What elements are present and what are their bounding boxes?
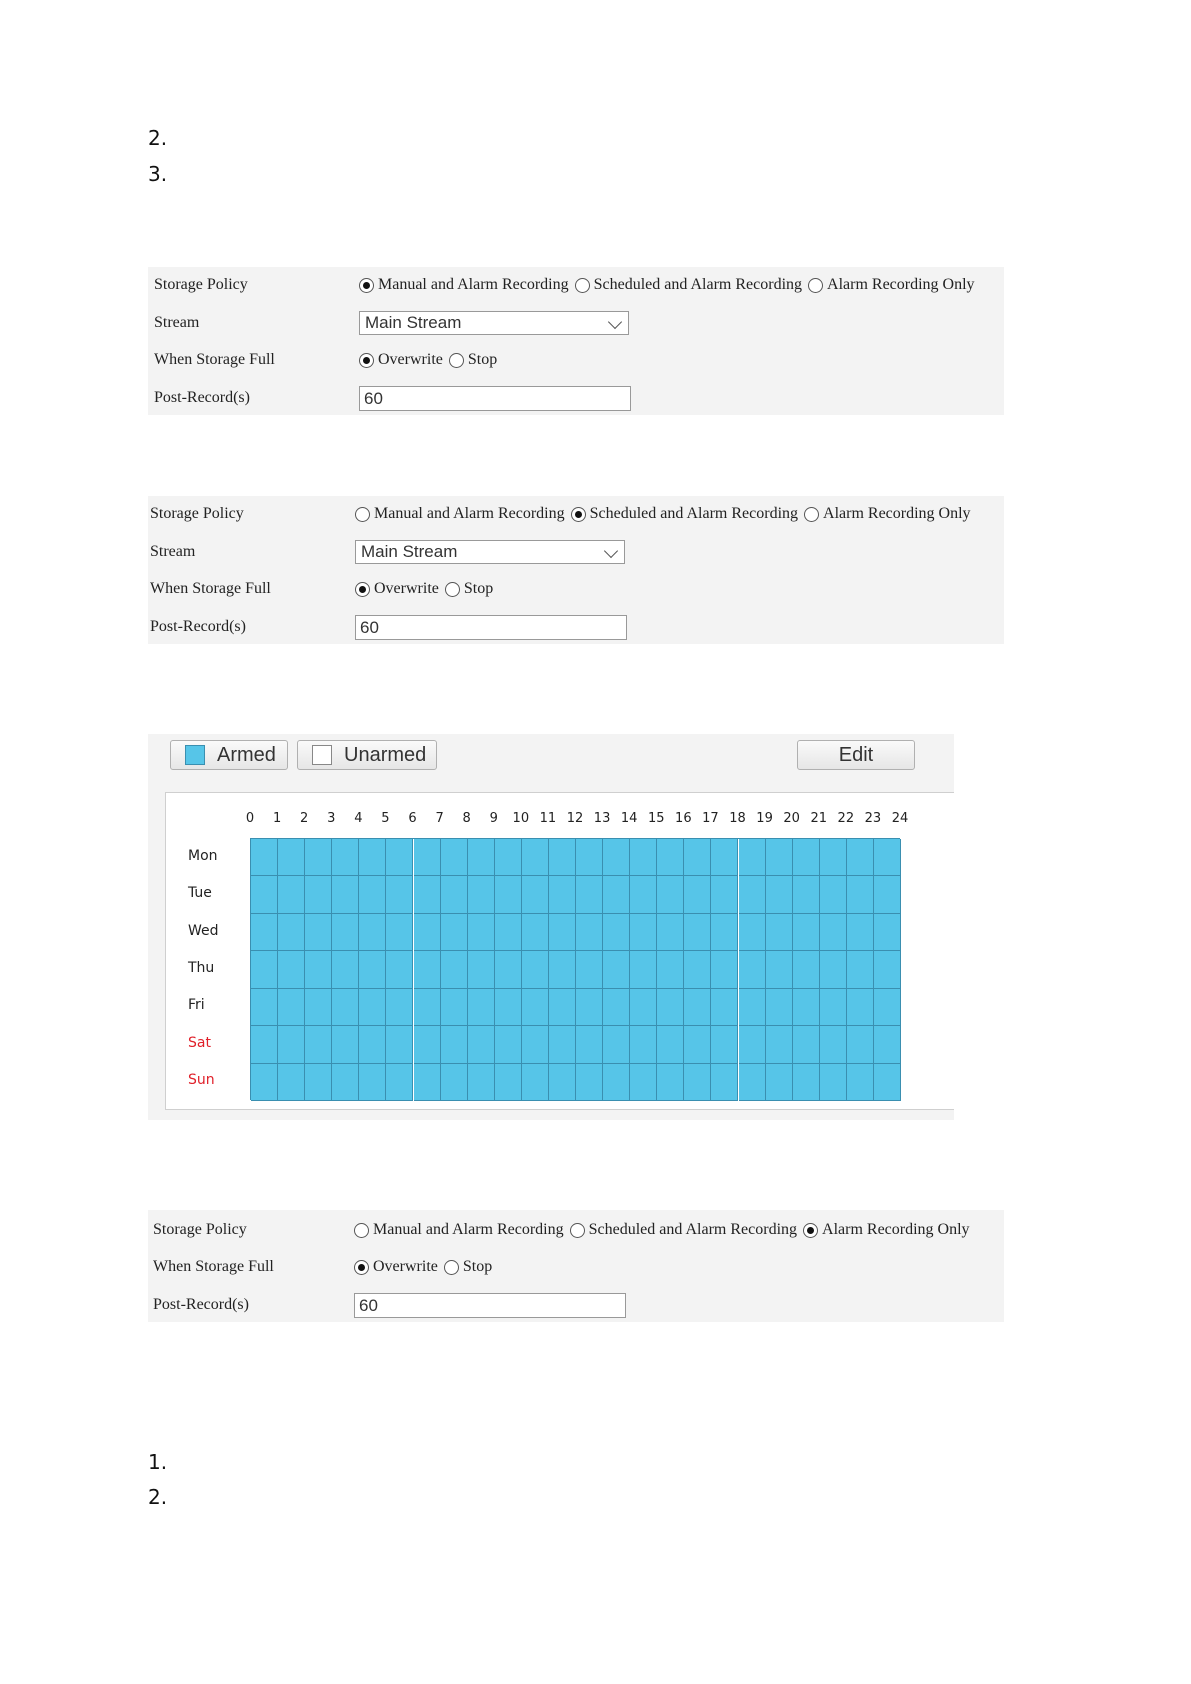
schedule-cell[interactable] [711, 839, 738, 876]
storage-policy-label: Storage Policy [153, 1221, 247, 1238]
schedule-cell[interactable] [684, 1064, 711, 1101]
day-label: Thu [188, 960, 215, 976]
policy-option-scheduled[interactable]: Scheduled and Alarm Recording [571, 505, 798, 523]
day-label: Fri [188, 997, 205, 1014]
schedule-cell[interactable] [549, 951, 576, 988]
storage-settings-panel-scheduled [148, 496, 1004, 644]
schedule-cell[interactable] [332, 1064, 359, 1101]
schedule-cell[interactable] [766, 914, 793, 951]
schedule-cell[interactable] [711, 914, 738, 951]
schedule-cell[interactable] [522, 1064, 549, 1101]
when-storage-full-label: When Storage Full [154, 351, 275, 368]
full-option-stop[interactable]: Stop [449, 351, 497, 369]
schedule-cell[interactable] [441, 839, 468, 876]
schedule-cell[interactable] [495, 989, 522, 1026]
schedule-cell[interactable] [874, 914, 901, 951]
schedule-cell[interactable] [793, 989, 820, 1026]
radio-overwrite[interactable] [355, 582, 370, 597]
post-record-label: Post-Record(s) [153, 1296, 249, 1313]
schedule-cell[interactable] [847, 1026, 874, 1063]
schedule-cell[interactable] [359, 914, 386, 951]
schedule-cell[interactable] [359, 839, 386, 876]
hour-label: 12 [566, 811, 584, 826]
schedule-cell[interactable] [576, 839, 603, 876]
schedule-cell[interactable] [251, 914, 278, 951]
hour-label: 6 [408, 811, 417, 826]
armed-swatch-icon [185, 745, 205, 765]
hour-label: 7 [435, 811, 444, 826]
schedule-cell[interactable] [468, 1064, 495, 1101]
schedule-cell[interactable] [522, 914, 549, 951]
schedule-cell[interactable] [359, 989, 386, 1026]
hour-label: 24 [891, 811, 909, 826]
schedule-cell[interactable] [739, 989, 766, 1026]
schedule-cell[interactable] [739, 876, 766, 913]
schedule-cell[interactable] [468, 1026, 495, 1063]
schedule-cell[interactable] [657, 914, 684, 951]
hour-label: 8 [462, 811, 471, 826]
schedule-cell[interactable] [793, 914, 820, 951]
schedule-cell[interactable] [820, 1064, 847, 1101]
schedule-cell[interactable] [468, 951, 495, 988]
full-option-stop[interactable]: Stop [445, 580, 493, 598]
schedule-cell[interactable] [711, 1064, 738, 1101]
schedule-cell[interactable] [847, 989, 874, 1026]
schedule-cell[interactable] [793, 951, 820, 988]
storage-full-radio-group [354, 1258, 498, 1276]
schedule-cell[interactable] [386, 989, 413, 1026]
hour-label: 9 [489, 811, 498, 826]
radio-alarm-only[interactable] [803, 1223, 818, 1238]
hour-label: 2 [300, 811, 309, 826]
full-option-overwrite[interactable]: Overwrite [354, 1258, 438, 1276]
schedule-cell[interactable] [630, 951, 657, 988]
policy-option-alarm-only[interactable]: Alarm Recording Only [804, 505, 971, 523]
schedule-cell[interactable] [820, 989, 847, 1026]
schedule-cell[interactable] [305, 839, 332, 876]
schedule-cell[interactable] [603, 839, 630, 876]
schedule-cell[interactable] [386, 839, 413, 876]
day-label: Sun [188, 1072, 215, 1089]
schedule-cell[interactable] [874, 989, 901, 1026]
schedule-cell[interactable] [441, 951, 468, 988]
hour-label: 16 [675, 811, 692, 826]
schedule-cell[interactable] [305, 876, 332, 913]
schedule-cell[interactable] [739, 951, 766, 988]
schedule-cell[interactable] [630, 1064, 657, 1101]
schedule-cell[interactable] [766, 951, 793, 988]
policy-option-manual[interactable]: Manual and Alarm Recording [355, 505, 565, 523]
schedule-cell[interactable] [468, 839, 495, 876]
schedule-cell[interactable] [820, 1026, 847, 1063]
schedule-cell[interactable] [386, 914, 413, 951]
hour-label: 3 [327, 811, 336, 826]
schedule-cell[interactable] [603, 914, 630, 951]
schedule-cell[interactable] [549, 839, 576, 876]
unarmed-swatch-icon [312, 745, 332, 765]
radio-stop[interactable] [444, 1260, 459, 1275]
schedule-cell[interactable] [305, 951, 332, 988]
schedule-cell[interactable] [549, 1026, 576, 1063]
schedule-cell[interactable] [657, 1026, 684, 1063]
arm-schedule-panel [148, 734, 954, 1120]
schedule-cell[interactable] [441, 989, 468, 1026]
schedule-cell[interactable] [739, 1026, 766, 1063]
schedule-cell[interactable] [359, 1064, 386, 1101]
stream-select[interactable]: Main Stream [359, 311, 629, 335]
full-option-stop[interactable]: Stop [444, 1258, 492, 1276]
day-label: Sat [188, 1034, 211, 1051]
chevron-down-icon [604, 544, 618, 558]
schedule-cell[interactable] [549, 1064, 576, 1101]
schedule-cell[interactable] [414, 951, 441, 988]
schedule-cell[interactable] [386, 951, 413, 988]
schedule-cell[interactable] [278, 951, 305, 988]
radio-scheduled[interactable] [570, 1223, 585, 1238]
hour-label: 15 [647, 811, 665, 826]
schedule-cell[interactable] [684, 876, 711, 913]
schedule-cell[interactable] [576, 1064, 603, 1101]
list-number: 3. [148, 162, 168, 186]
schedule-cell[interactable] [495, 1026, 522, 1063]
schedule-cell[interactable] [251, 951, 278, 988]
schedule-cell[interactable] [711, 1026, 738, 1063]
schedule-cell[interactable] [359, 1026, 386, 1063]
schedule-cell[interactable] [386, 1064, 413, 1101]
full-option-overwrite[interactable]: Overwrite [355, 580, 439, 598]
schedule-cell[interactable] [332, 876, 359, 913]
storage-policy-radio-group [355, 505, 977, 523]
schedule-cell[interactable] [874, 951, 901, 988]
schedule-cell[interactable] [711, 951, 738, 988]
schedule-cell[interactable] [847, 1064, 874, 1101]
schedule-cell[interactable] [684, 951, 711, 988]
schedule-cell[interactable] [657, 989, 684, 1026]
schedule-cell[interactable] [278, 1026, 305, 1063]
post-record-input[interactable]: 60 [354, 1293, 626, 1318]
hour-label: 11 [539, 811, 557, 826]
schedule-cell[interactable] [549, 989, 576, 1026]
schedule-cell[interactable] [414, 989, 441, 1026]
schedule-cell[interactable] [603, 1026, 630, 1063]
schedule-cell[interactable] [251, 989, 278, 1026]
hour-label: 20 [783, 811, 800, 826]
armed-button[interactable]: Armed [170, 740, 288, 770]
hour-label: 21 [810, 811, 828, 826]
day-label: Tue [188, 885, 212, 902]
policy-option-scheduled[interactable]: Scheduled and Alarm Recording [570, 1221, 797, 1239]
schedule-cell[interactable] [847, 914, 874, 951]
when-storage-full-label: When Storage Full [153, 1258, 274, 1275]
storage-policy-radio-group [359, 276, 981, 294]
schedule-cell[interactable] [332, 951, 359, 988]
schedule-cell[interactable] [657, 876, 684, 913]
schedule-cell[interactable] [468, 989, 495, 1026]
schedule-cell[interactable] [793, 839, 820, 876]
schedule-cell[interactable] [684, 839, 711, 876]
schedule-cell[interactable] [820, 839, 847, 876]
radio-overwrite[interactable] [354, 1260, 369, 1275]
schedule-cell[interactable] [793, 876, 820, 913]
schedule-cell[interactable] [549, 914, 576, 951]
day-label: Mon [188, 847, 218, 864]
schedule-cell[interactable] [766, 839, 793, 876]
radio-manual[interactable] [354, 1223, 369, 1238]
schedule-cell[interactable] [874, 1064, 901, 1101]
schedule-cell[interactable] [711, 989, 738, 1026]
schedule-cell[interactable] [766, 1026, 793, 1063]
schedule-cell[interactable] [441, 1064, 468, 1101]
stream-select[interactable]: Main Stream [355, 540, 625, 564]
schedule-grid-area [165, 792, 954, 1110]
schedule-cell[interactable] [630, 839, 657, 876]
schedule-cell[interactable] [251, 1026, 278, 1063]
policy-option-manual[interactable]: Manual and Alarm Recording [359, 276, 569, 294]
schedule-cell[interactable] [874, 1026, 901, 1063]
schedule-cell[interactable] [820, 876, 847, 913]
list-number: 2. [148, 126, 168, 150]
schedule-cell[interactable] [414, 876, 441, 913]
hour-label: 22 [837, 811, 855, 826]
schedule-cell[interactable] [766, 876, 793, 913]
schedule-cell[interactable] [495, 839, 522, 876]
schedule-cell[interactable] [576, 951, 603, 988]
schedule-cell[interactable] [522, 989, 549, 1026]
hour-label: 17 [702, 811, 719, 826]
schedule-cell[interactable] [820, 914, 847, 951]
schedule-cell[interactable] [603, 989, 630, 1026]
schedule-cell[interactable] [576, 914, 603, 951]
storage-policy-label: Storage Policy [150, 505, 244, 522]
schedule-cell[interactable] [549, 876, 576, 913]
schedule-cell[interactable] [386, 876, 413, 913]
schedule-cell[interactable] [739, 839, 766, 876]
schedule-cell[interactable] [305, 1026, 332, 1063]
schedule-cell[interactable] [711, 876, 738, 913]
schedule-cell[interactable] [332, 989, 359, 1026]
schedule-cell[interactable] [495, 914, 522, 951]
schedule-cell[interactable] [332, 914, 359, 951]
schedule-cell[interactable] [630, 1026, 657, 1063]
storage-full-radio-group [355, 580, 499, 598]
storage-full-radio-group [359, 351, 503, 369]
schedule-cell[interactable] [278, 839, 305, 876]
schedule-cell[interactable] [766, 989, 793, 1026]
radio-alarm-only[interactable] [808, 278, 823, 293]
schedule-cell[interactable] [820, 951, 847, 988]
schedule-cell[interactable] [414, 914, 441, 951]
schedule-cell[interactable] [603, 951, 630, 988]
schedule-cell[interactable] [495, 1064, 522, 1101]
schedule-cell[interactable] [278, 876, 305, 913]
schedule-cell[interactable] [522, 876, 549, 913]
schedule-cell[interactable] [305, 1064, 332, 1101]
policy-option-alarm-only[interactable]: Alarm Recording Only [803, 1221, 970, 1239]
policy-option-scheduled[interactable]: Scheduled and Alarm Recording [575, 276, 802, 294]
radio-stop[interactable] [445, 582, 460, 597]
unarmed-button[interactable]: Unarmed [297, 740, 437, 770]
schedule-cell[interactable] [332, 839, 359, 876]
hour-label: 19 [756, 811, 773, 826]
full-option-overwrite[interactable]: Overwrite [359, 351, 443, 369]
schedule-cell[interactable] [251, 876, 278, 913]
schedule-cell[interactable] [739, 1064, 766, 1101]
schedule-cell[interactable] [603, 876, 630, 913]
schedule-cell[interactable] [441, 914, 468, 951]
schedule-cell[interactable] [847, 876, 874, 913]
schedule-cell[interactable] [305, 989, 332, 1026]
schedule-cell[interactable] [414, 1026, 441, 1063]
schedule-cell[interactable] [495, 951, 522, 988]
schedule-cell[interactable] [414, 1064, 441, 1101]
radio-manual[interactable] [355, 507, 370, 522]
schedule-cell[interactable] [414, 839, 441, 876]
storage-settings-panel-alarm-only [148, 1210, 1004, 1322]
schedule-cell[interactable] [874, 876, 901, 913]
schedule-cell[interactable] [305, 914, 332, 951]
hour-label: 5 [381, 811, 390, 826]
day-label: Wed [188, 922, 219, 939]
schedule-cell[interactable] [441, 1026, 468, 1063]
schedule-cell[interactable] [793, 1026, 820, 1063]
schedule-cell[interactable] [847, 951, 874, 988]
stream-label: Stream [150, 543, 196, 560]
schedule-cell[interactable] [522, 1026, 549, 1063]
schedule-cell[interactable] [684, 914, 711, 951]
schedule-cell[interactable] [603, 1064, 630, 1101]
post-record-input[interactable]: 60 [359, 386, 631, 411]
schedule-cell[interactable] [630, 989, 657, 1026]
schedule-cell[interactable] [278, 989, 305, 1026]
schedule-cell[interactable] [874, 839, 901, 876]
hour-label: 10 [512, 811, 530, 826]
schedule-cell[interactable] [522, 951, 549, 988]
chevron-down-icon [608, 315, 622, 329]
schedule-cell[interactable] [684, 989, 711, 1026]
schedule-cell[interactable] [495, 876, 522, 913]
stream-label: Stream [154, 314, 200, 331]
schedule-cells[interactable] [250, 838, 900, 1100]
radio-alarm-only[interactable] [804, 507, 819, 522]
schedule-cell[interactable] [657, 951, 684, 988]
schedule-cell[interactable] [468, 914, 495, 951]
radio-manual[interactable] [359, 278, 374, 293]
schedule-cell[interactable] [251, 839, 278, 876]
schedule-cell[interactable] [793, 1064, 820, 1101]
policy-option-manual[interactable]: Manual and Alarm Recording [354, 1221, 564, 1239]
schedule-cell[interactable] [251, 1064, 278, 1101]
radio-scheduled[interactable] [575, 278, 590, 293]
list-number: 2. [148, 1485, 168, 1509]
policy-option-alarm-only[interactable]: Alarm Recording Only [808, 276, 975, 294]
schedule-cell[interactable] [576, 1026, 603, 1063]
storage-settings-panel-manual [148, 267, 1004, 415]
schedule-cell[interactable] [441, 876, 468, 913]
schedule-cell[interactable] [847, 839, 874, 876]
schedule-cell[interactable] [630, 876, 657, 913]
schedule-cell[interactable] [657, 1064, 684, 1101]
schedule-cell[interactable] [657, 839, 684, 876]
hour-label: 23 [864, 811, 882, 826]
hour-label: 18 [729, 811, 746, 826]
list-number: 1. [148, 1450, 168, 1474]
radio-scheduled[interactable] [571, 507, 586, 522]
storage-policy-label: Storage Policy [154, 276, 248, 293]
schedule-cell[interactable] [766, 1064, 793, 1101]
when-storage-full-label: When Storage Full [150, 580, 271, 597]
edit-button[interactable]: Edit [797, 740, 915, 770]
schedule-cell[interactable] [739, 914, 766, 951]
hour-label: 4 [354, 811, 363, 826]
hour-label: 14 [620, 811, 638, 826]
post-record-label: Post-Record(s) [150, 618, 246, 635]
schedule-cell[interactable] [332, 1026, 359, 1063]
radio-stop[interactable] [449, 353, 464, 368]
schedule-cell[interactable] [684, 1026, 711, 1063]
hour-label: 1 [272, 811, 282, 826]
schedule-cell[interactable] [386, 1026, 413, 1063]
storage-policy-radio-group [354, 1221, 976, 1239]
schedule-cell[interactable] [576, 876, 603, 913]
schedule-cell[interactable] [359, 876, 386, 913]
post-record-input[interactable]: 60 [355, 615, 627, 640]
post-record-label: Post-Record(s) [154, 389, 250, 406]
hour-label: 0 [245, 811, 255, 826]
schedule-cell[interactable] [359, 951, 386, 988]
hour-label: 13 [593, 811, 611, 826]
schedule-cell[interactable] [576, 989, 603, 1026]
schedule-cell[interactable] [278, 1064, 305, 1101]
schedule-cell[interactable] [468, 876, 495, 913]
schedule-cell[interactable] [278, 914, 305, 951]
radio-overwrite[interactable] [359, 353, 374, 368]
schedule-cell[interactable] [630, 914, 657, 951]
schedule-cell[interactable] [522, 839, 549, 876]
